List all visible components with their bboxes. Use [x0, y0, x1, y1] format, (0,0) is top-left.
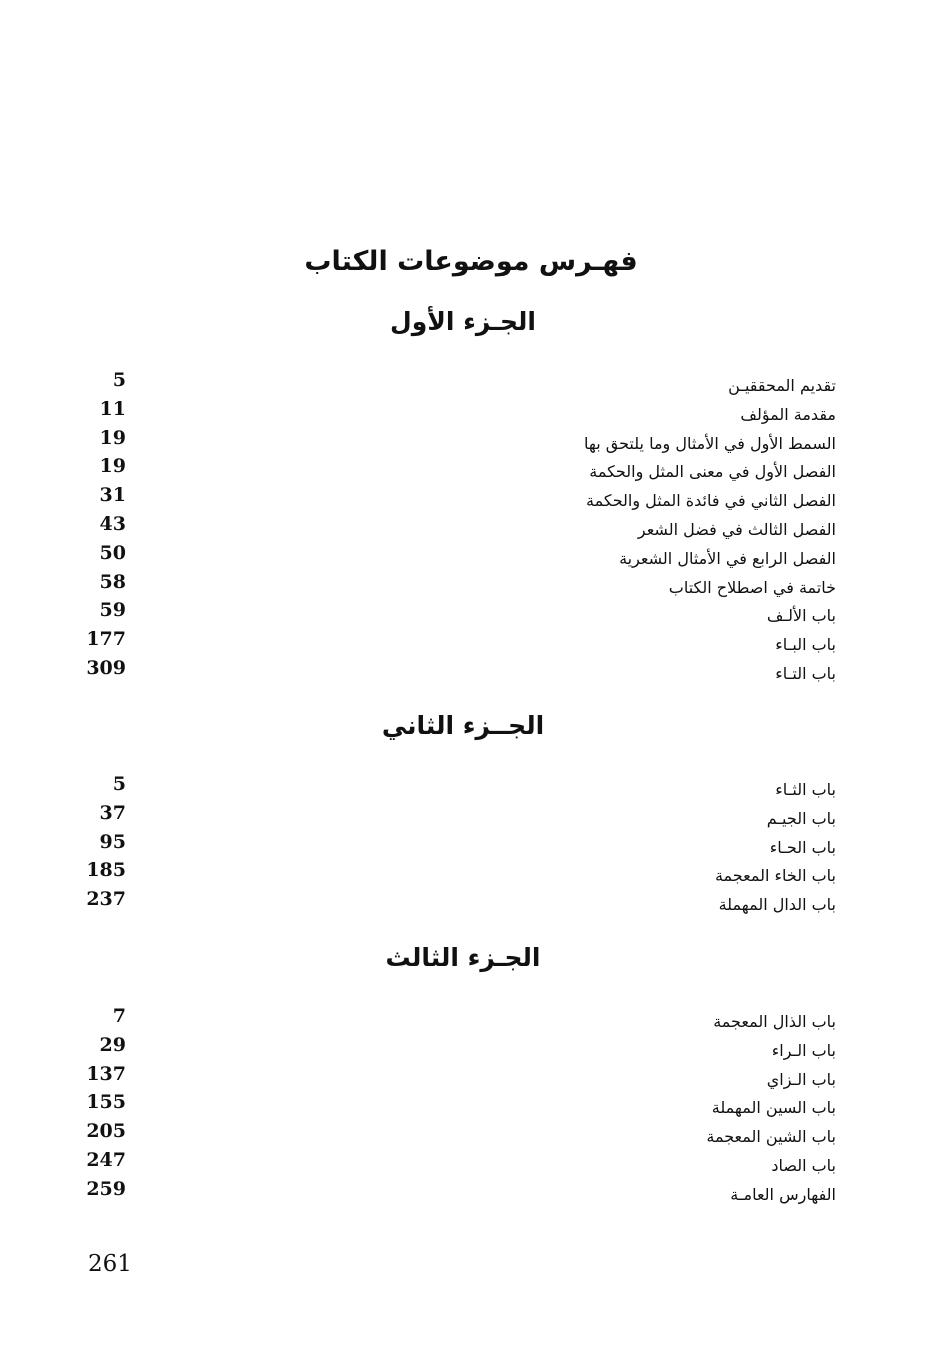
entry-title: باب البـاء: [775, 635, 836, 655]
entry-title: باب الصاد: [771, 1155, 836, 1175]
entry-title: باب السين المهملة: [711, 1098, 836, 1118]
toc-entry: [0, 541, 942, 574]
entry-title: باب الـراء: [771, 1040, 836, 1060]
entry-page-number: 11: [99, 397, 126, 420]
part-3-title: الجـزء الثالث: [385, 943, 541, 972]
entry-page-number: 155: [86, 1091, 126, 1114]
entry-page-number: 237: [86, 888, 126, 911]
toc-entry: [0, 455, 942, 487]
entry-page-number: 19: [99, 426, 126, 449]
entry-title: الفهارس العامـة: [730, 1184, 836, 1204]
entry-title: باب الألـف: [766, 606, 836, 626]
toc-entry: [0, 1091, 942, 1123]
toc-entry: [0, 656, 942, 689]
toc-entry: [0, 859, 942, 891]
entry-title: الفصل الأول في معنى المثل والحكمة: [589, 462, 836, 482]
toc-entry: [0, 830, 942, 863]
part-3-toc: [0, 1005, 942, 1210]
entry-title: باب الثـاء: [775, 780, 836, 799]
entry-title: باب الذال المعجمة: [713, 1012, 836, 1031]
toc-entry: [0, 512, 942, 545]
entry-title: باب الـزاي: [766, 1069, 836, 1089]
entry-title: السمط الأول في الأمثال وما يلتحق بها: [583, 433, 836, 453]
entry-page-number: 58: [99, 570, 126, 593]
toc-entry: [0, 599, 942, 631]
entry-page-number: 5: [112, 369, 126, 391]
entry-title: الفصل الرابع في الأمثال الشعرية: [619, 548, 836, 568]
entry-title: باب الشين المعجمة: [706, 1127, 836, 1147]
entry-page-number: 29: [99, 1033, 126, 1056]
toc-entry: [0, 1005, 942, 1037]
toc-entry: [0, 1062, 942, 1095]
page-title: فهـرس موضوعات الكتاب: [304, 246, 638, 277]
toc-entry: [0, 801, 942, 834]
toc-entry: [0, 1148, 942, 1181]
entry-page-number: 95: [99, 830, 126, 853]
entry-page-number: 185: [86, 859, 126, 882]
entry-title: خاتمة في اصطلاح الكتاب: [668, 577, 836, 597]
toc-entry: [0, 397, 942, 430]
entry-page-number: 259: [86, 1177, 126, 1200]
toc-entry: [0, 888, 942, 920]
entry-title: الفصل الثالث في فضل الشعر: [637, 519, 836, 539]
part-2-title: الجــزء الثاني: [381, 711, 545, 740]
entry-page-number: 37: [99, 801, 126, 824]
entry-page-number: 50: [99, 541, 126, 564]
part-1-title: الجـزء الأول: [390, 307, 536, 336]
entry-title: باب الخاء المعجمة: [714, 866, 836, 886]
entry-page-number: 31: [99, 484, 126, 507]
toc-entry: [0, 369, 942, 401]
toc-entry: [0, 628, 942, 660]
entry-page-number: 59: [99, 599, 126, 622]
entry-page-number: 177: [86, 628, 126, 651]
entry-title: مقدمة المؤلف: [740, 404, 836, 424]
entry-title: باب الجيـم: [766, 808, 836, 828]
entry-page-number: 5: [112, 773, 126, 795]
entry-title: الفصل الثاني في فائدة المثل والحكمة: [586, 491, 836, 511]
entry-page-number: 19: [99, 455, 126, 478]
entry-page-number: 137: [86, 1062, 126, 1085]
entry-title: باب التـاء: [775, 663, 836, 683]
part-2-toc: [0, 773, 942, 920]
entry-title: باب الحـاء: [769, 837, 836, 857]
entry-title: تقديم المحققيـن: [728, 376, 836, 395]
entry-page-number: 7: [112, 1005, 126, 1027]
toc-entry: [0, 1120, 942, 1152]
toc-entry: [0, 484, 942, 516]
toc-entry: [0, 1033, 942, 1066]
toc-entry: [0, 426, 942, 459]
page-number: 261: [88, 1251, 132, 1277]
entry-title: باب الدال المهملة: [718, 895, 836, 915]
toc-entry: [0, 773, 942, 805]
entry-page-number: 247: [86, 1148, 126, 1171]
entry-page-number: 309: [86, 656, 126, 679]
toc-entry: [0, 570, 942, 603]
toc-entry: [0, 1177, 942, 1210]
entry-page-number: 43: [99, 512, 126, 535]
part-1-toc: [0, 369, 942, 689]
entry-page-number: 205: [86, 1120, 126, 1143]
